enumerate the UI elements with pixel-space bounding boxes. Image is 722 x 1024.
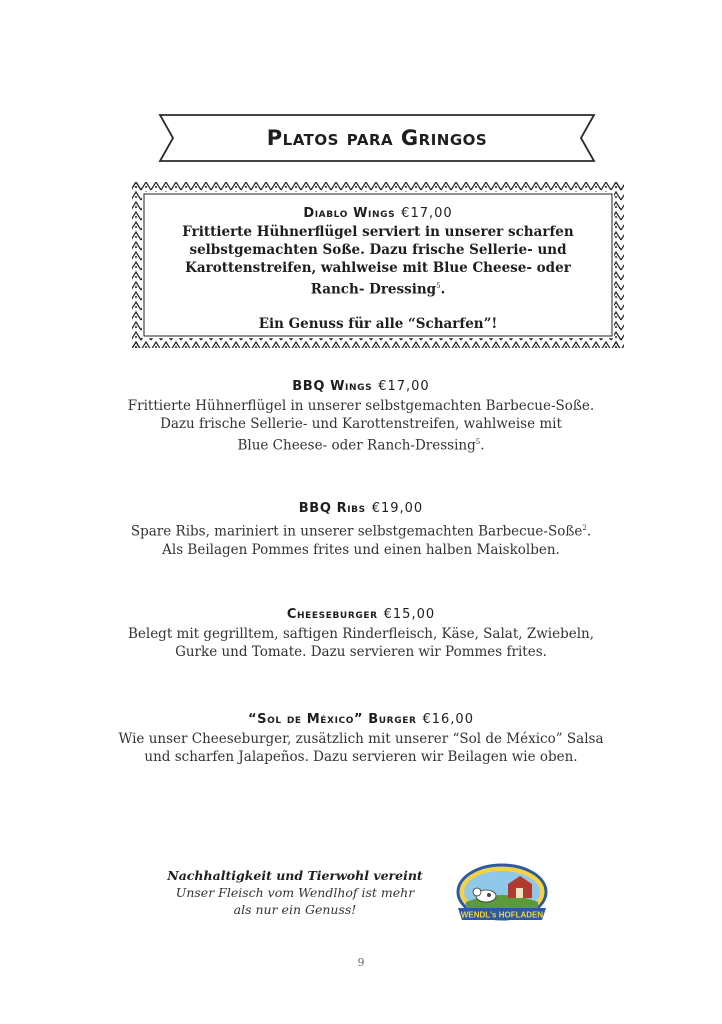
footnote-marker: 2	[582, 524, 587, 532]
item-description-line: Belegt mit gegrilltem, saftigen Rinderfleisch, Käse, Salat, Zwiebeln,	[127, 626, 595, 642]
sustainability-headline: Nachhaltigkeit und Tierwohl vereint	[167, 868, 423, 883]
menu-item	[100, 377, 622, 455]
dish-name: “Sol de México” Burger	[248, 712, 417, 727]
item-description-line: Dazu frische Sellerie- und Karottenstreifen, wahlweise mit	[160, 416, 562, 432]
logo-text: WENDL's HOFLADEN	[460, 910, 544, 920]
dish-name: BBQ Ribs	[298, 501, 366, 516]
item-title-line	[100, 710, 622, 729]
sustainability-line: als nur ein Genuss!	[233, 902, 357, 917]
menu-item	[100, 499, 622, 559]
featured-description-line: selbstgemachten Soße. Dazu frische Sellerie- und	[189, 242, 567, 258]
farm-logo-icon	[452, 862, 552, 926]
featured-title-line	[171, 204, 585, 223]
menu-item	[100, 605, 622, 661]
featured-item-content	[171, 204, 585, 333]
item-title-line	[100, 605, 622, 624]
wendl-hofladen-logo	[452, 862, 552, 926]
sustainability-line: Unser Fleisch vom Wendlhof ist mehr	[175, 885, 415, 900]
dish-price: €17,00	[378, 379, 430, 394]
page-title: Platos para Gringos	[266, 126, 488, 150]
dish-price: €15,00	[383, 607, 436, 622]
sustainability-note	[150, 867, 440, 918]
item-description-line: Frittierte Hühnerflügel in unserer selbstgemachten Barbecue-Soße.	[127, 398, 595, 414]
footnote-marker: 5	[436, 282, 441, 290]
featured-description-line: Frittierte Hühnerflügel serviert in unserer scharfen	[182, 224, 574, 240]
item-description-line: Gurke und Tomate. Dazu servieren wir Pommes frites.	[175, 644, 547, 660]
featured-item-box	[131, 181, 625, 349]
item-description-line: Blue Cheese- oder Ranch-Dressing$^5$.	[237, 437, 485, 454]
title-banner	[157, 113, 597, 163]
item-description-line: Spare Ribs, mariniert in unserer selbstgemachten Barbecue-Soße$^2$.	[130, 523, 592, 540]
dish-price: €19,00	[371, 501, 424, 516]
item-description-line: und scharfen Jalapeños. Dazu servieren wir Beilagen wie oben.	[144, 749, 578, 765]
featured-tagline: Ein Genuss für alle “Scharfen”!	[258, 315, 498, 332]
dish-name: BBQ Wings	[292, 379, 373, 394]
item-description-line: Wie unser Cheeseburger, zusätzlich mit unserer “Sol de México” Salsa	[118, 731, 604, 747]
featured-description-line: Karottenstreifen, wahlweise mit Blue Cheese- oder	[185, 260, 571, 276]
featured-description-line: Ranch- Dressing$^5$.	[310, 281, 446, 298]
page-number: 9	[357, 956, 365, 969]
footnote-marker: 5	[475, 438, 481, 446]
featured-dish-price: €17,00	[401, 206, 453, 221]
featured-dish-name: Diablo Wings	[303, 206, 396, 221]
dish-price: €16,00	[422, 712, 474, 727]
menu-item	[100, 710, 622, 766]
dish-name: Cheeseburger	[286, 607, 378, 622]
item-title-line	[100, 499, 622, 518]
item-title-line	[100, 377, 622, 396]
item-description-line: Als Beilagen Pommes frites und einen halben Maiskolben.	[162, 541, 560, 558]
